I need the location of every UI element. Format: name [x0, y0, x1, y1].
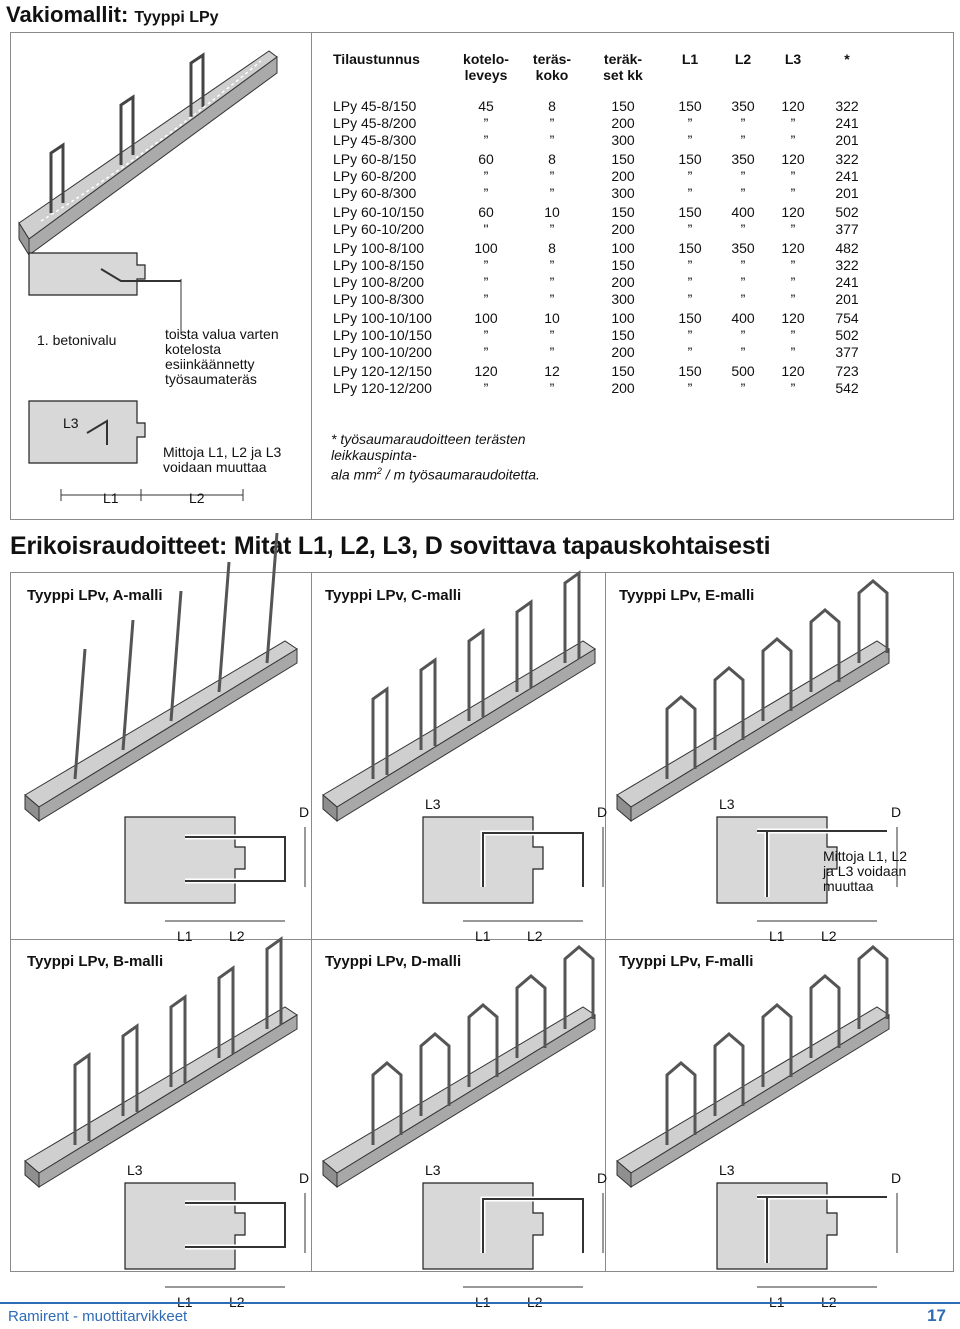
table-cell: 150: [678, 204, 702, 220]
table-row: [329, 97, 877, 114]
table-cell: ”: [740, 131, 746, 148]
table-cell: ”: [790, 343, 796, 360]
table-cell: 723: [835, 363, 859, 379]
table-cell: 201: [835, 131, 859, 148]
table-cell: 200: [611, 379, 635, 396]
table-cell: LPy 60-10/150: [333, 204, 425, 220]
table-cell: ”: [740, 326, 746, 343]
dim-label-l1: L1: [769, 1294, 785, 1310]
board-side: [631, 649, 889, 821]
table-cell: ”: [790, 326, 796, 343]
board-top: [25, 1007, 297, 1173]
table-cell: 322: [835, 97, 859, 114]
footnote-line2: [331, 463, 611, 483]
table-cell: LPy 100-8/200: [333, 273, 425, 290]
label-toista-valua: [165, 327, 279, 387]
table-cell: LPy 100-10/100: [333, 310, 432, 326]
footer-brand: Ramirent - muottitarvikkeet: [8, 1308, 188, 1325]
type-b-illustration: [15, 973, 310, 1310]
table-cell: ”: [790, 114, 796, 131]
table-row: [329, 307, 877, 326]
table-cell: 120: [781, 204, 805, 220]
dim-l3: L3: [63, 415, 79, 431]
table-cell: ”: [483, 326, 489, 343]
table-cell: ”: [740, 379, 746, 396]
dim-l1: L1: [103, 490, 119, 506]
table-row: [329, 237, 877, 256]
table-cell: 322: [835, 256, 859, 273]
table-cell: 150: [611, 256, 635, 273]
dim-label-l2: L2: [527, 1294, 543, 1310]
table-cell: ”: [483, 184, 489, 201]
table-cell: ”: [687, 167, 693, 184]
table-cell: LPy 120-12/200: [333, 379, 432, 396]
label-line: esiinkäännetty: [165, 356, 255, 372]
cross-section: [125, 817, 245, 903]
dim-label-d: D: [299, 804, 310, 820]
type-f-illustration: [607, 973, 947, 1310]
table-cell: ”: [740, 114, 746, 131]
table-cell: 241: [835, 114, 859, 131]
table-cell: 150: [678, 363, 702, 379]
table-cell: ”: [483, 114, 489, 131]
cross-section: [125, 1183, 245, 1269]
column-header: L2: [734, 51, 752, 67]
table-cell: LPy 100-8/300: [333, 290, 425, 307]
table-cell: 60: [478, 204, 494, 220]
dim-label-l3: L3: [719, 796, 735, 812]
table-cell: 754: [835, 310, 859, 326]
table-cell: 120: [474, 363, 498, 379]
table-cell: ”: [740, 256, 746, 273]
panel-divider: [605, 573, 606, 1271]
table-cell: 400: [731, 310, 755, 326]
type-d-illustration: [313, 973, 608, 1310]
panel-divider: [311, 33, 312, 519]
table-row: [329, 326, 877, 343]
page-title-sub: Tyyppi LPy: [134, 9, 219, 26]
table-cell: 120: [781, 151, 805, 167]
table-cell: 150: [611, 363, 635, 379]
table-cell: ”: [687, 114, 693, 131]
dim-label-d: D: [299, 1170, 310, 1186]
table-cell: 8: [548, 240, 556, 256]
board-top: [617, 641, 889, 807]
table-cell: 377: [835, 220, 859, 237]
dim-label-l1: L1: [177, 1294, 193, 1310]
label-mittoja: [163, 445, 281, 475]
table-cell: ”: [790, 167, 796, 184]
dim-label-l2: L2: [527, 928, 543, 944]
footnote-line1: * työsaumaraudoitteen terästen leikkauspinta-: [331, 431, 526, 463]
table-cell: 200: [611, 343, 635, 360]
table-cell: LPy 100-8/150: [333, 256, 425, 273]
table-cell: ”: [549, 114, 555, 131]
table-cell: ”: [740, 167, 746, 184]
table-cell: LPy 100-10/200: [333, 343, 432, 360]
table-cell: 500: [731, 363, 755, 379]
table-cell: ”: [740, 273, 746, 290]
table-cell: 201: [835, 184, 859, 201]
footer-rule: [0, 1302, 960, 1304]
type-a-illustration: [15, 607, 310, 944]
table-cell: 100: [474, 310, 498, 326]
table-cell: ”: [483, 256, 489, 273]
table-cell: ”: [790, 379, 796, 396]
standard-models-panel: [10, 32, 954, 520]
table-cell: ”: [687, 326, 693, 343]
section-title: Erikoisraudoitteet: Mitat L1, L2, L3, D sovittava tapauskohtaisesti: [10, 532, 771, 560]
dim-label-l3: L3: [127, 1162, 143, 1178]
e-note: [823, 849, 907, 894]
column-header: L1: [681, 51, 699, 67]
table-cell: 150: [611, 151, 635, 167]
table-cell: 100: [611, 310, 635, 326]
column-header: kotelo- leveys: [463, 51, 509, 83]
table-cell: 350: [731, 151, 755, 167]
table-cell: 45: [478, 97, 494, 114]
board-side: [337, 649, 595, 821]
table-cell: 8: [548, 97, 556, 114]
table-cell: LPy 60-10/200: [333, 220, 425, 237]
type-a-title: Tyyppi LPv, A-malli: [27, 587, 163, 604]
table-cell: ”: [549, 326, 555, 343]
special-models-panel: [10, 572, 954, 1310]
table-cell: 150: [678, 151, 702, 167]
column-header: teräk- set kk: [603, 51, 643, 83]
rebar-path: [123, 620, 133, 750]
dim-label-l2: L2: [821, 928, 837, 944]
table-cell: 12: [544, 363, 560, 379]
table-cell: ”: [687, 290, 693, 307]
page-title: [6, 2, 219, 28]
column-header: L3: [784, 51, 802, 67]
table-cell: ”: [549, 343, 555, 360]
column-header: teräs- koko: [532, 51, 572, 83]
table-cell: ”: [790, 273, 796, 290]
table-body: [329, 97, 877, 396]
dim-label-l1: L1: [177, 928, 193, 944]
table-row: [329, 114, 877, 131]
type-c-illustration: [313, 607, 608, 944]
dim-label-l3: L3: [425, 796, 441, 812]
table-cell: ”: [549, 290, 555, 307]
label-line: voidaan muuttaa: [163, 459, 267, 475]
table-row: [329, 379, 877, 396]
table-cell: LPy 100-10/150: [333, 326, 432, 343]
table-cell: 100: [474, 240, 498, 256]
label-betonivalu: 1. betonivalu: [37, 332, 117, 348]
table-cell: ”: [687, 131, 693, 148]
table-row: [329, 343, 877, 360]
note-line: Mittoja L1, L2: [823, 848, 908, 864]
label-line: työsaumateräs: [165, 371, 257, 387]
table-cell: ”: [549, 256, 555, 273]
dim-label-l1: L1: [769, 928, 785, 944]
table-row: [329, 256, 877, 273]
table-cell: ”: [740, 290, 746, 307]
table-cell: 201: [835, 290, 859, 307]
table-row: [329, 360, 877, 379]
table-row: [329, 148, 877, 167]
table-cell: 350: [731, 97, 755, 114]
rebar: [219, 562, 229, 692]
board-side: [631, 1015, 889, 1187]
note-line: ja L3 voidaan: [823, 863, 907, 879]
table-cell: 120: [781, 240, 805, 256]
table-cell: ”: [549, 184, 555, 201]
table-cell: 60: [478, 151, 494, 167]
table-row: [329, 290, 877, 307]
table-cell: 502: [835, 204, 859, 220]
table-cell: 150: [678, 240, 702, 256]
table-cell: 400: [731, 204, 755, 220]
table-cell: ”: [483, 343, 489, 360]
label-line: kotelosta: [165, 341, 222, 357]
table-cell: 241: [835, 167, 859, 184]
table-cell: ”: [483, 167, 489, 184]
dim-label-l2: L2: [229, 1294, 245, 1310]
table-cell: 10: [544, 310, 560, 326]
board-top: [323, 1007, 595, 1173]
table-cell: ”: [483, 290, 489, 307]
table-cell: 300: [611, 290, 635, 307]
dim-label-l1: L1: [475, 928, 491, 944]
page-title-main: Vakiomallit:: [6, 2, 129, 27]
table-cell: 120: [781, 310, 805, 326]
table-row: [329, 131, 877, 148]
type-d-title: Tyyppi LPv, D-malli: [325, 953, 462, 970]
footnote-sup: 2: [376, 466, 382, 476]
table-cell: ”: [549, 220, 555, 237]
spec-table: [329, 51, 877, 396]
table-row: [329, 220, 877, 237]
board-side: [337, 1015, 595, 1187]
table-header-row: [329, 51, 877, 97]
table-cell: ”: [687, 379, 693, 396]
table-cell: 241: [835, 273, 859, 290]
column-header: Tilaustunnus: [333, 51, 420, 67]
table-cell: 300: [611, 184, 635, 201]
table-cell: 200: [611, 220, 635, 237]
dim-label-l3: L3: [719, 1162, 735, 1178]
footnote: [331, 431, 611, 483]
board-top: [617, 1007, 889, 1173]
table-cell: LPy 45-8/200: [333, 114, 417, 131]
board-top: [323, 641, 595, 807]
table-cell: ”: [687, 273, 693, 290]
table-row: [329, 201, 877, 220]
table-cell: 502: [835, 326, 859, 343]
table-cell: 10: [544, 204, 560, 220]
table-cell: ”: [790, 220, 796, 237]
table-cell: ”: [483, 273, 489, 290]
table-cell: LPy 60-8/300: [333, 184, 417, 201]
table-cell: ”: [549, 379, 555, 396]
board-top: [25, 641, 297, 807]
table-cell: LPy 45-8/150: [333, 97, 417, 114]
table-cell: ”: [790, 256, 796, 273]
table-cell: ": [483, 220, 489, 237]
type-f-title: Tyyppi LPv, F-malli: [619, 953, 754, 970]
rebar: [123, 620, 133, 750]
footnote-text: ala mm: [331, 466, 377, 483]
table-cell: 150: [611, 204, 635, 220]
table-cell: ”: [790, 184, 796, 201]
table-cell: LPy 100-8/100: [333, 240, 425, 256]
footnote-text: / m työsaumaraudoitetta.: [381, 466, 540, 483]
table-cell: ”: [549, 131, 555, 148]
note-line: muuttaa: [823, 878, 874, 894]
table-cell: 200: [611, 273, 635, 290]
table-cell: ”: [740, 220, 746, 237]
table-cell: 200: [611, 114, 635, 131]
rebar-path: [219, 562, 229, 692]
dim-label-l2: L2: [229, 928, 245, 944]
dim-label-l2: L2: [821, 1294, 837, 1310]
table-cell: 300: [611, 131, 635, 148]
table-cell: 150: [678, 310, 702, 326]
table-row: [329, 167, 877, 184]
board-side: [39, 1015, 297, 1187]
dim-label-d: D: [891, 1170, 902, 1186]
table-cell: ”: [687, 220, 693, 237]
table-cell: ”: [740, 184, 746, 201]
rebar: [75, 649, 85, 779]
table-cell: ”: [740, 343, 746, 360]
label-line: toista valua varten: [165, 326, 279, 342]
type-b-title: Tyyppi LPv, B-malli: [27, 953, 164, 970]
table-cell: ”: [687, 343, 693, 360]
table-cell: 150: [611, 97, 635, 114]
dim-label-d: D: [891, 804, 902, 820]
dim-l2: L2: [189, 490, 205, 506]
table-cell: 482: [835, 240, 859, 256]
rebar-path: [75, 649, 85, 779]
table-row: [329, 273, 877, 290]
label-line: Mittoja L1, L2 ja L3: [163, 444, 282, 460]
table-cell: 350: [731, 240, 755, 256]
dim-label-d: D: [597, 804, 608, 820]
table-cell: LPy 60-8/150: [333, 151, 417, 167]
table-cell: 200: [611, 167, 635, 184]
table-cell: 150: [678, 97, 702, 114]
panel-divider: [311, 573, 312, 1271]
table-cell: 100: [611, 240, 635, 256]
table-cell: 8: [548, 151, 556, 167]
column-header: *: [844, 51, 850, 67]
rebar-path: [171, 591, 181, 721]
table-cell: 120: [781, 97, 805, 114]
table-cell: LPy 60-8/200: [333, 167, 417, 184]
table-cell: 542: [835, 379, 859, 396]
page-number: 17: [927, 1306, 946, 1325]
table-cell: ”: [549, 167, 555, 184]
table-cell: LPy 45-8/300: [333, 131, 417, 148]
table-cell: 322: [835, 151, 859, 167]
table-cell: ”: [687, 184, 693, 201]
table-cell: LPy 120-12/150: [333, 363, 432, 379]
table-cell: ”: [483, 379, 489, 396]
table-cell: ”: [790, 131, 796, 148]
type-c-title: Tyyppi LPv, C-malli: [325, 587, 462, 604]
table-cell: ”: [790, 290, 796, 307]
type-e-title: Tyyppi LPv, E-malli: [619, 587, 755, 604]
table-cell: 120: [781, 363, 805, 379]
rebar: [171, 591, 181, 721]
dim-label-l3: L3: [425, 1162, 441, 1178]
table-cell: ”: [687, 256, 693, 273]
table-row: [329, 184, 877, 201]
table-cell: ”: [483, 131, 489, 148]
dim-label-l1: L1: [475, 1294, 491, 1310]
dim-label-d: D: [597, 1170, 608, 1186]
table-cell: 150: [611, 326, 635, 343]
table-cell: 377: [835, 343, 859, 360]
table-cell: ”: [549, 273, 555, 290]
